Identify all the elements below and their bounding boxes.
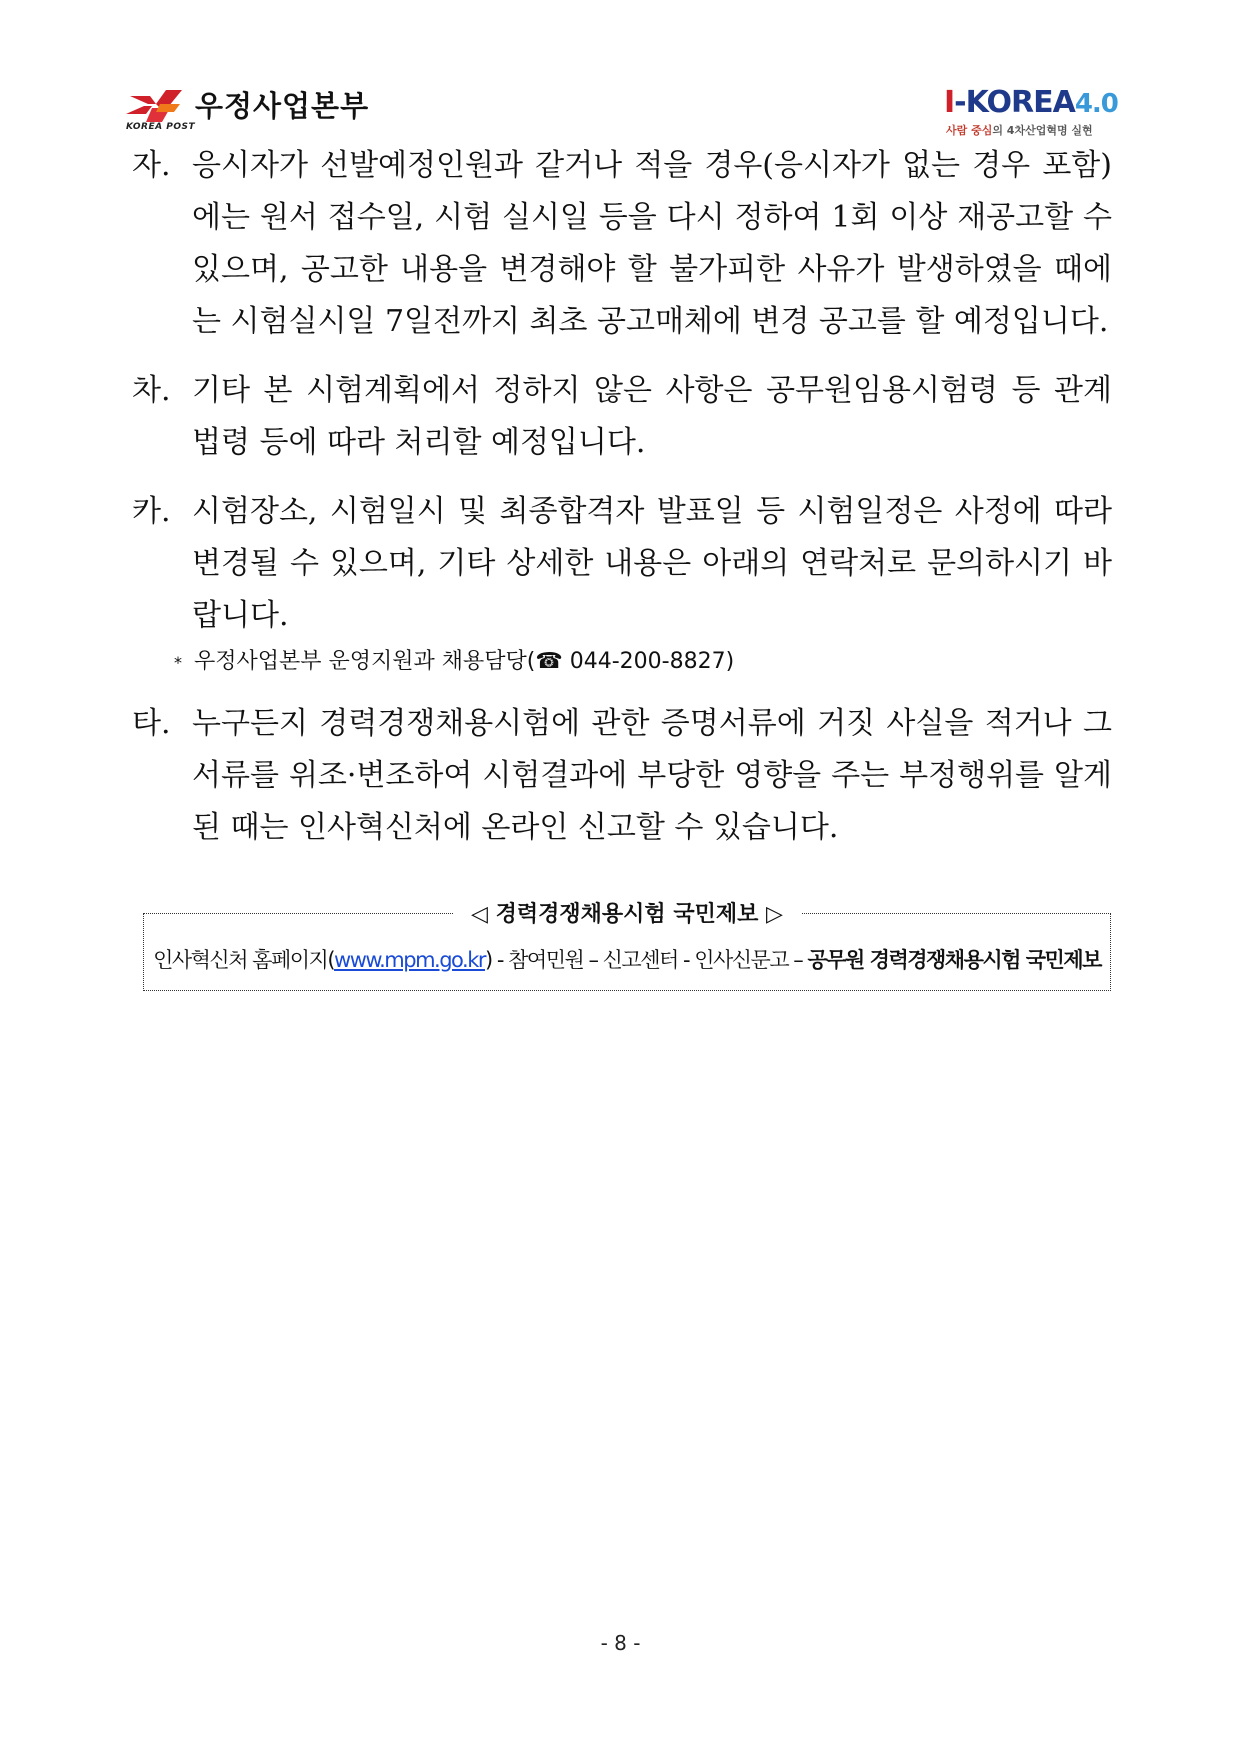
page-header: [0, 0, 1241, 135]
i-korea-logo-rest: -KOREA: [954, 85, 1075, 120]
notice-body: [132, 140, 1112, 871]
i-korea-slogan-highlight: 사람 중심: [946, 124, 993, 137]
list-item-text: 응시자가 선발예정인원과 같거나 적을 경우(응시자가 없는 경우 포함)에는 원서 접수일, 시험 실시일 등을 다시 정하여 1회 이상 재공고할 수 있으며, 공고한 내용을 변경해야 할 불가피한 사유가 발생하였을 때에는 시험실시일 7일전까지 최초 공고매체에 변경 공고를 할 예정입니다.: [192, 148, 1112, 339]
list-item-ka: [132, 486, 1112, 642]
list-item-ja: [132, 140, 1112, 348]
i-korea-logo: [944, 85, 1118, 120]
list-item-mark: 차.: [132, 373, 171, 408]
list-item-text: 기타 본 시험계획에서 정하지 않은 사항은 공무원임용시험령 등 관계 법령 등에 따라 처리할 예정입니다.: [192, 373, 1112, 460]
contact-note: [132, 647, 1112, 678]
i-korea-slogan: [946, 122, 1093, 138]
report-box-title-text: ◁ 경력경쟁채용시험 국민제보 ▷: [453, 902, 801, 927]
report-box: [143, 902, 1111, 991]
report-box-title: [144, 897, 1110, 928]
i-korea-logo-i: I: [944, 85, 955, 120]
list-item-mark: 타.: [132, 706, 171, 741]
note-star: *: [174, 653, 182, 672]
org-name: 우정사업본부: [195, 89, 370, 123]
i-korea-logo-version: 4.0: [1074, 89, 1118, 119]
report-path-final: 공무원 경력경쟁채용시험 국민제보: [807, 948, 1101, 972]
list-item-ta: [132, 698, 1112, 854]
list-item-mark: 자.: [132, 148, 171, 183]
list-item-mark: 카.: [132, 494, 171, 529]
contact-note-text: 우정사업본부 운영지원과 채용담당(☎ 044-200-8827): [194, 649, 735, 674]
report-path-prefix: 인사혁신처 홈페이지(: [153, 948, 335, 972]
report-box-path: [144, 944, 1110, 974]
list-item-text: 시험장소, 시험일시 및 최종합격자 발표일 등 시험일정은 사정에 따라 변경될 수 있으며, 기타 상세한 내용은 아래의 연락처로 문의하시기 바랍니다.: [192, 494, 1112, 633]
report-path-middle: ) - 참여민원 – 신고센터 - 인사신문고 –: [485, 948, 808, 972]
list-item-cha: [132, 365, 1112, 469]
i-korea-slogan-rest: 의 4차산업혁명 실현: [992, 124, 1093, 137]
page-number: - 8 -: [600, 1631, 641, 1655]
org-sub-label: KOREA POST: [126, 122, 196, 132]
list-item-text: 누구든지 경력경쟁채용시험에 관한 증명서류에 거짓 사실을 적거나 그 서류를 위조·변조하여 시험결과에 부당한 영향을 주는 부정행위를 알게 된 때는 인사혁신처에 온라인 신고할 수 있습니다.: [192, 706, 1112, 845]
mpm-website-link[interactable]: www.mpm.go.kr: [334, 948, 486, 972]
